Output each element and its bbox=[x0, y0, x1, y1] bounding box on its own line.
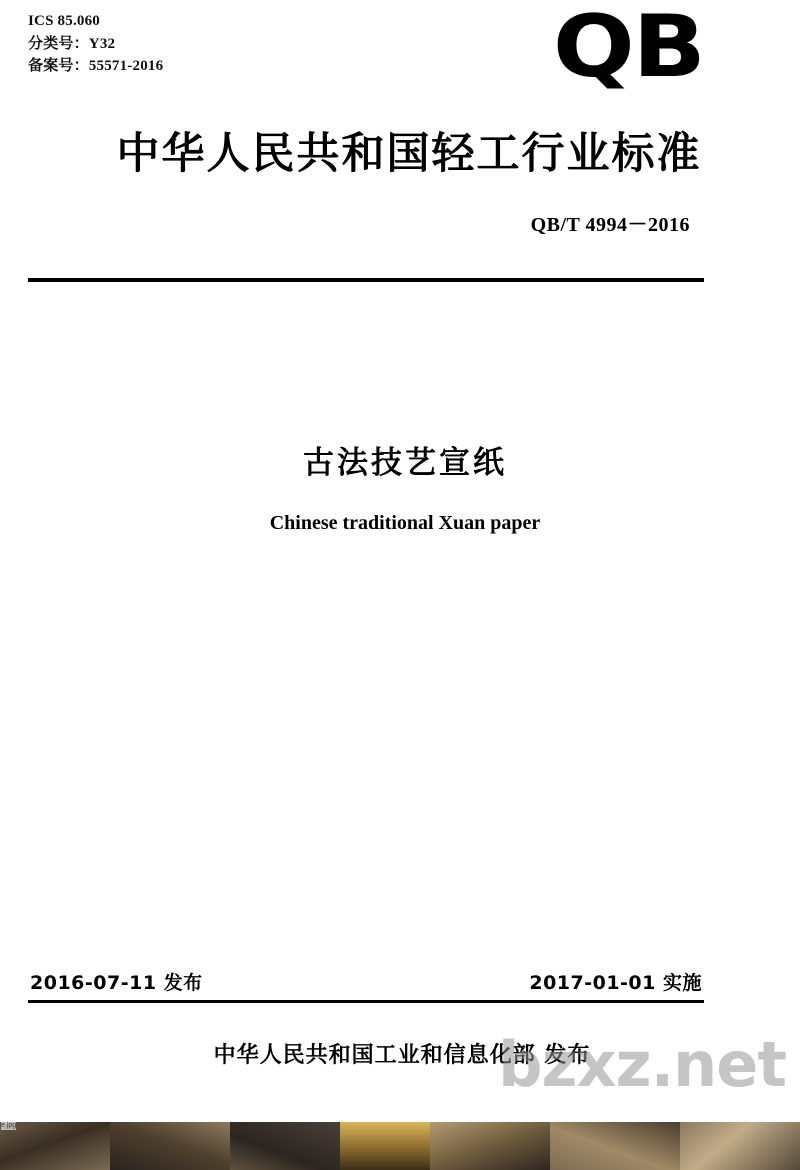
photo-segment bbox=[230, 1122, 340, 1170]
photo-segment bbox=[680, 1122, 800, 1170]
header-meta-block bbox=[28, 10, 163, 78]
effective-date: 2017-01-01 实施 bbox=[529, 972, 702, 994]
corner-file-label: e.jpg bbox=[1, 1122, 17, 1129]
document-title-english: Chinese traditional Xuan paper bbox=[269, 512, 541, 534]
publisher-line: 中华人民共和国工业和信息化部 发布 bbox=[213, 1043, 591, 1068]
standard-series-title: 中华人民共和国轻工行业标准 bbox=[116, 129, 702, 179]
divider-bottom bbox=[28, 1000, 704, 1003]
record-number: 备案号：55571-2016 bbox=[28, 58, 164, 74]
watermark-text: bzxz.net bbox=[498, 1028, 786, 1101]
divider-top bbox=[28, 278, 704, 282]
photo-segment bbox=[110, 1122, 230, 1170]
ics-code: ICS 85.060 bbox=[28, 13, 101, 29]
photo-segment bbox=[550, 1122, 680, 1170]
photo-segment bbox=[340, 1122, 430, 1170]
standard-number: QB/T 4994－2016 bbox=[530, 214, 690, 236]
classification-code: 分类号：Y32 bbox=[28, 35, 116, 52]
bottom-photo-strip bbox=[0, 1122, 800, 1170]
qb-logo: QB bbox=[553, 0, 704, 97]
photo-segment bbox=[0, 1122, 110, 1170]
photo-segment bbox=[430, 1122, 550, 1170]
issue-date: 2016-07-11 发布 bbox=[30, 972, 203, 994]
document-title-chinese: 古法技艺宣纸 bbox=[303, 445, 507, 481]
